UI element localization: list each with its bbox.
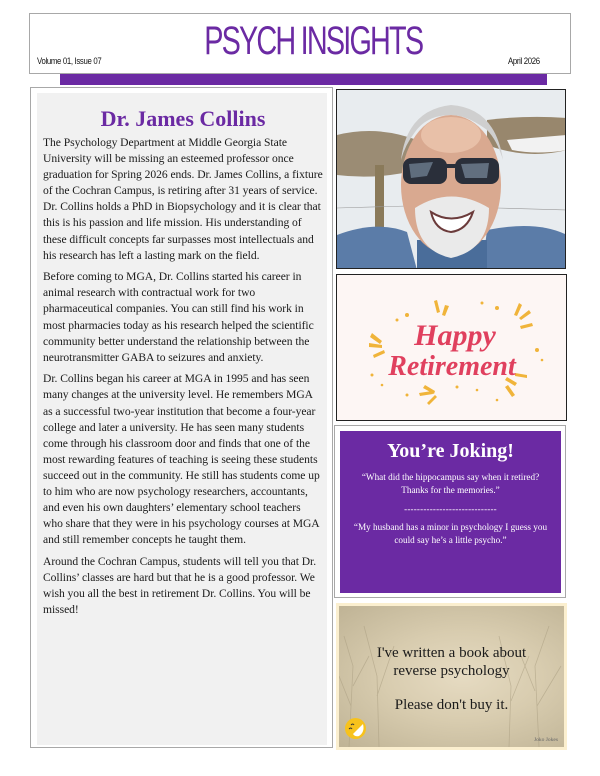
article-paragraph: The Psychology Department at Middle Georgia State University will be missing an esteemed professor once graduation for Spring 2026 ends. Dr. James Collins, a fixture of the Cochran Campus, is retiring after 31 years of service. Dr. Collins holds a PhD in Biopsychology and it is clear that this is his passion and life mission. His understanding of these difficult concepts far surpasses most intellectuals and his research has left a lasting mark on the field.: [43, 136, 323, 262]
image-credit: Joko Jokes: [534, 737, 558, 743]
joke-divider: -----------------------------: [404, 504, 497, 514]
retirement-illustration: [337, 275, 567, 421]
article-paragraph: Before coming to MGA, Dr. Collins started his career in animal research with contractual work for two pharmaceutical companies. You can still find his work in most pharmacies today as his research helped the scientific community better understand the relationship between the neurotransmitter GABA to seizures and anxiety.: [43, 270, 314, 364]
svg-text:Retirement: Retirement: [388, 351, 516, 382]
book-joke-text: [339, 644, 564, 714]
feature-article: [30, 87, 333, 748]
portrait-photo: [336, 89, 566, 269]
masthead-accent-bar: [60, 74, 547, 85]
article-paragraph: Dr. Collins began his career at MGA in 1995 and has seen many changes at the university level. He remembers MGA as a successful two-year institution that become a four-year college and later a university. He has seen many students come through his classroom door and finds that one of the most rewarding features of teaching is seeing these students succeed out in the community. He still has students come up to him who are now psychology researchers, accountants, and even his own daughters’ elementary school teachers who share that they were in his psychology courses at MGA and still remember concepts he taught them.: [43, 372, 320, 547]
joke-text: “My husband has a minor in psychology I guess you could say he’s a little psycho.”: [353, 522, 548, 545]
book-joke-background: [339, 606, 564, 747]
book-joke-punchline: Please don't buy it.: [394, 697, 509, 713]
jokes-box: [334, 425, 566, 598]
book-joke-line: I've written a book about: [376, 645, 527, 661]
laughing-emoji-icon: [345, 718, 366, 739]
article-paragraph: Around the Cochran Campus, students will tell you that Dr. Collins’ classes are hard but that he is a good professor. We wish you all the best in retirement Dr. Collins. You will be missed!: [43, 554, 317, 617]
jokes-panel: [340, 431, 561, 593]
article-body: [37, 93, 327, 745]
issue-date: April 2026: [508, 56, 540, 67]
issue-volume: Volume 01, Issue 07: [37, 56, 102, 67]
jokes-heading: You’re Joking!: [387, 440, 514, 462]
svg-text:Happy: Happy: [414, 319, 496, 352]
newsletter-title: PSYCH INSIGHTS: [204, 19, 423, 63]
masthead: [29, 13, 571, 74]
joke-text: “What did the hippocampus say when it retired? Thanks for the memories.”: [361, 472, 540, 495]
portrait-illustration: [337, 90, 566, 269]
book-joke-image: [336, 603, 567, 750]
happy-retirement-graphic: [336, 274, 567, 421]
book-joke-line: reverse psychology: [393, 663, 510, 679]
article-heading: Dr. James Collins: [100, 106, 266, 131]
